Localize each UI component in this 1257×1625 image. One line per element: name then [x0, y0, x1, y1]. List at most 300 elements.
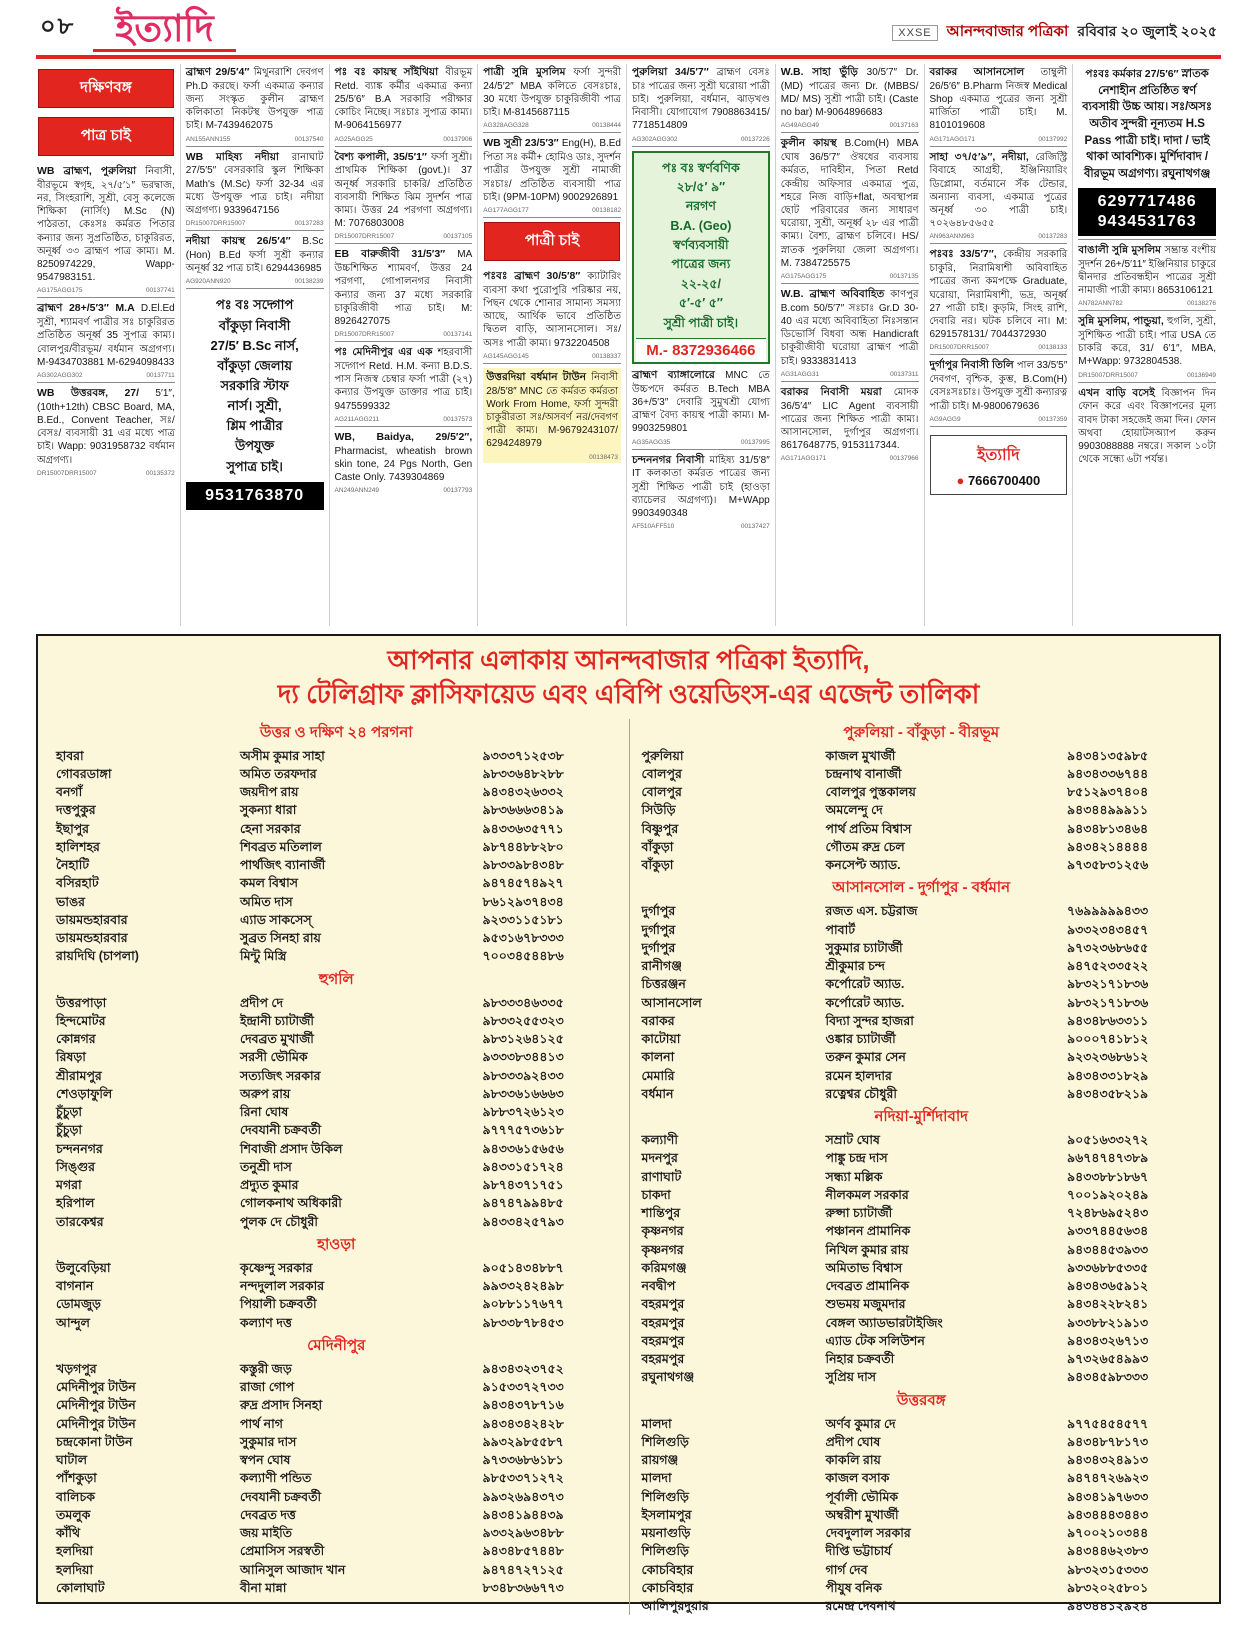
agent-phone: ৮৫১২৯৩৭৪০৪	[1067, 785, 1149, 800]
agent-location: করিমগঞ্জ	[641, 1260, 687, 1275]
ad-line: সরকারি স্টাফ	[220, 378, 289, 394]
groom-wanted-label: পাত্র চাই	[38, 117, 174, 156]
agent-location: চুঁচুড়া	[56, 1123, 83, 1138]
agent-phone: ৯৮৭৪৩৭১৭৫১	[482, 1178, 564, 1193]
agent-name: অমিত তরফদার	[240, 766, 317, 781]
agent-name: পূর্বালী ভৌমিক	[825, 1489, 899, 1504]
agent-location: বাগনান	[56, 1279, 94, 1294]
agent-row	[52, 911, 621, 929]
classified-ad	[335, 66, 473, 147]
ad-text: বরাকর নিবাসী ময়রা মোদক 36/5′4″ LIC Agent ব্যবসায়ী পাত্রের জন্য শিক্ষিত পাত্রী কাম্য। আসানসোল, দুর্গাপুর অগ্রগণ্য। 8617648775, 9153117344.	[780, 385, 919, 452]
agent-name: এ্যাড সাকসেস্	[240, 912, 312, 927]
banner-line2: দ্য টেলিগ্রাফ ক্লাসিফায়েড এবং এবিপি ওয়েডিংস-এর এজেন্ট তালিকা	[277, 678, 980, 709]
page-number: ০৮	[40, 13, 76, 40]
agent-row	[52, 820, 621, 838]
agent-phone: ৯৪৩৪৩২৬৭১৩	[1067, 1333, 1149, 1348]
agent-row	[52, 1213, 621, 1231]
agent-name: দীপ্তি ভট্টাচার্য	[825, 1544, 892, 1559]
highlight-ad-green	[632, 151, 770, 364]
agent-row	[638, 1415, 1206, 1433]
ad-text: নদীয়া কায়স্থ 26/5′4″ B.Sc (Hon) B.Ed ফর্সা সুশ্রী কন্যার অনূর্ধ্ব 32 পাত্র চাই। 6294436985	[185, 235, 324, 275]
agent-name: মিন্টু মিস্ত্রি	[240, 949, 287, 964]
agent-name: নীলকমল সরকার	[825, 1187, 909, 1202]
ad-ref: AG49AGG49 00137163	[780, 122, 919, 130]
classified-ad	[1078, 244, 1216, 311]
agent-phone: ৯২৩৩১১৫১৮১	[482, 912, 564, 927]
agent-location: পাঁশকুড়া	[56, 1471, 97, 1486]
agent-row	[52, 1579, 621, 1597]
agent-phone: ৯৪৩৩৬১৫৬৫৬	[482, 1141, 564, 1156]
agent-name: অম্বরীশ মুখার্জী	[825, 1507, 899, 1522]
agent-phone: ৯৮৩৩৮৭৮৪৫৩	[482, 1315, 564, 1330]
agent-phone: ৯৯৩৩২৪২৪৯৮	[482, 1279, 564, 1294]
agent-name: পঞ্চানন প্রামানিক	[825, 1224, 911, 1239]
agent-location: উত্তরপাড়া	[56, 995, 107, 1010]
agent-row	[52, 1451, 621, 1469]
agent-row	[638, 801, 1206, 819]
agent-phone: ৯০৫১৪৩৪৮৮৭	[482, 1260, 564, 1275]
classified-ad	[335, 151, 473, 245]
ad-ref: AG31AGG31 00137311	[780, 370, 919, 378]
ad-text: বৈশ্য কপালী, 35/5′1″ ফর্সা সুশ্রী। প্রাথমিক শিক্ষিকা (govt.)। 37 অনূর্ধ্ব সরকারি চাকরি/ প্রতিষ্ঠিত ব্যবসায়ী শিক্ষিত ঝিম সুদর্শন পাত্র কাম্য। উত্তর 24 পরগণা অগ্রগণ্য। M: 7076803008	[334, 150, 473, 230]
agent-location: সিউড়ি	[641, 803, 676, 818]
agent-row	[638, 1295, 1206, 1313]
agent-phone: ৯৪৩৪৩৫৮২১৯	[1067, 1086, 1149, 1101]
ad-text: ব্রাহ্মণ ব্যাঙ্গালোরে MNC তে উচ্চপদে কর্মরত B.Tech MBA 36+/5′3″ দেবারি সুমুখশ্রী যোগ্য ব্রাহ্মণ বৈদ্য কায়স্থ পাত্রী কাম্য। M-9903259801	[632, 368, 770, 435]
agent-row	[52, 874, 621, 892]
agent-row	[638, 1030, 1206, 1048]
agent-location: উলুবেড়িয়া	[56, 1260, 111, 1275]
agent-location: চিত্তরঞ্জন	[641, 977, 686, 992]
agent-location: হাবরা	[56, 748, 84, 763]
ad-ref: AG328AGG328 00138444	[483, 122, 621, 130]
agent-row	[52, 994, 621, 1012]
ad-line: নার্স। সুশ্রী,	[227, 398, 282, 414]
agent-phone: ৯০৮৮১১৭৬৭৭	[482, 1297, 564, 1312]
agent-phone: ৯৮৫৩৩৭১২৭২	[482, 1471, 564, 1486]
agent-name: পাবার্ট	[825, 922, 856, 937]
agent-phone: ৯০৫১৬৩৩২৭২	[1067, 1133, 1149, 1148]
agent-phone: ৯৪৩৩১৫১৭২৪	[482, 1159, 564, 1174]
ad-text: কুলীন কায়স্থ B.Com(H) MBA ঘোষ 36/5′7″ ঔষধের ব্যবসায় কর্মরত, দাবিহীন, পিতা Retd কেন্দ্রীয় অফিসার একমাত্র পুত্র, শহরে নিজ বাড়ি+flat, অবস্থাপন্ন ছোট পরিবারের জন্য সাধারণ ঘরোয়া, সুশ্রী, অনূর্ধ্ব ২৮ এর পাত্রী কাম্য। বৈশ্য, ব্রাহ্মণ চলিবে। HS/স্নাতক পুরুলিয়া জেলা অগ্রগণ্য। M. 7384725575	[780, 137, 919, 269]
agent-name: কল্যাণী পন্ডিত	[240, 1471, 312, 1486]
agent-name: অরুপ রায়	[240, 1086, 291, 1101]
agent-location: মেমারি	[641, 1068, 675, 1083]
agent-row	[52, 1542, 621, 1560]
agent-name: কল্যাণ দত্ত	[240, 1315, 292, 1330]
agent-location: তমলুক	[56, 1507, 91, 1522]
classified-ad	[781, 137, 919, 284]
agent-name: শিবাজী প্রসাদ উকিল	[240, 1141, 343, 1156]
agent-name: বিদ্যা সুন্দর হাজরা	[825, 1013, 914, 1028]
agent-phone: ৭৬৯৯৯৯৯৪৩৩	[1067, 904, 1149, 919]
agent-name: আনিসুল আজাদ খান	[240, 1562, 346, 1577]
agent-location: বাঁকুড়া	[641, 858, 674, 873]
classified-ad	[37, 387, 175, 480]
agent-phone: ৯৮৩১২৬৪১২৫	[482, 1032, 564, 1047]
agent-name: গৌতম রুদ্র চেল	[825, 839, 905, 854]
agent-name: পার্থ প্রতিম বিশ্বাস	[825, 821, 912, 836]
agent-location: শ্রীরামপুর	[56, 1068, 102, 1083]
ad-ref: AG35AGG35 00137995	[632, 438, 770, 446]
agent-location: মগরা	[56, 1178, 82, 1193]
agent-row	[638, 1012, 1206, 1030]
ad-ref: AG25AGG25 00137906	[334, 135, 473, 143]
ad-text: উত্তরদিয়া বর্ধমান টাউন নিবাসী 28/5′8″ MNC তে কর্মরত কর্মরতা Work From Home, ফর্সা সুন্দরী চাকুরীরতা সঃ/অসবর্ণ নর/দেবগণ পাত্রী কাম্য। M-9679243107/ 6294248979	[486, 370, 618, 450]
ad-text: চন্দননগর নিবাসী মাহিষ্য 31/5′8″ IT কলকাতা কর্মরত পাত্রের জন্য সুশ্রী শিক্ষিত পাত্রী চাই (হাওড়া ব্যাচেলর অগ্রগণ্য)। M+WApp 9903490348	[632, 453, 770, 520]
agent-phone: ৯৮৩৩২৫৫৩২৩	[482, 1013, 564, 1028]
agents-right	[629, 719, 1214, 1616]
agent-row	[52, 1121, 621, 1139]
classified-ad	[186, 235, 324, 289]
classified-ad	[930, 151, 1068, 245]
agent-name: কস্তুরী জড়	[240, 1361, 292, 1376]
agent-name: সুপ্রিয় দাস	[825, 1370, 876, 1385]
ad-ref: 00138473	[589, 453, 618, 461]
agent-location: রায়দিঘি (চাপলা)	[56, 949, 139, 964]
agent-phone: ৯৪৩৪৩৭৮৭১৬	[482, 1398, 564, 1413]
agent-phone: ৭০০১৯২০২৪৯	[1067, 1187, 1149, 1202]
agent-location: বসিরহাট	[56, 876, 99, 891]
agent-phone: ৯৪৩৩৪২৫৭৯৩	[482, 1214, 564, 1229]
agent-row	[638, 747, 1206, 765]
agent-phone: ৯৭৭৭৫৭৩৬১৮	[482, 1123, 564, 1138]
ad-line: উপযুক্ত	[235, 438, 275, 454]
ad-text: সাহা ৩৭/৫′৯″, নদীয়া, রেজিস্ট্রি বিবাহে আগ্রহী, ইঞ্জিনিয়ারিং ডিপ্লোমা, বর্তমানে সঁক টেন্ডার, অন্যান্য ব্যবসা, একমাত্র পুত্রের অনূর্ধ্ব ৩০ পাত্রী চাই। ৭০২৬৪৮৫৬৫৫	[929, 150, 1068, 230]
agent-name: কমল বিশ্বাস	[240, 876, 299, 891]
agent-row	[52, 1067, 621, 1085]
agent-row	[52, 783, 621, 801]
classified-ad	[930, 248, 1068, 355]
agent-phone: ৯৪৭৪৭৯৯৪৮৫	[482, 1196, 564, 1211]
classified-ad	[1078, 315, 1216, 382]
ad-ref: DR15007DRR15007 00137141	[334, 331, 473, 339]
bride-wanted-label: পাত্রী চাই	[484, 222, 620, 261]
agent-row	[52, 1158, 621, 1176]
agent-row	[638, 1067, 1206, 1085]
agent-name: হেনা সরকার	[240, 821, 301, 836]
agent-phone: ৯৮৩২৩১৫৩৩৩	[1067, 1562, 1149, 1577]
agent-name: সরসী ভৌমিক	[240, 1050, 308, 1065]
ad-line: বাঁকুড়া নিবাসী	[218, 317, 291, 333]
ad-line: 27/5′ B.Sc নার্স,	[210, 337, 299, 353]
agent-name: কর্পোরেট অ্যাড.	[825, 977, 905, 992]
agent-name: গোলকনাথ অধিকারী	[240, 1196, 342, 1211]
agent-row	[638, 1222, 1206, 1240]
ad-column	[1072, 64, 1221, 626]
agent-row	[638, 783, 1206, 801]
agent-row	[638, 1241, 1206, 1259]
agent-section-header: নদিয়া-মুর্শিদাবাদ	[874, 1108, 969, 1126]
agent-name: ওঙ্কার চ্যাটার্জী	[825, 1032, 896, 1047]
phone-number: 9531763870	[186, 482, 324, 510]
agent-location: নবদ্বীপ	[641, 1279, 676, 1294]
agent-phone: ৯৩৩৬৮৮৫৩৩৫	[1067, 1260, 1149, 1275]
agent-location: বোলপুর	[641, 766, 682, 781]
ad-text: পঃ মেদিনীপুর এর এক শহরবাসী সদ্গোপ Retd. H.M. কন্যা B.D.S. পাস নিজস্ব চেম্বার ফর্সা পাত্রী (২৭) কন্যার উপযুক্ত ডাক্তার পাত্র চাই। 9475599332	[334, 346, 473, 412]
edition-code: XXSE	[892, 25, 937, 41]
agent-row	[638, 1085, 1206, 1103]
ad-ref: AN782ANN782 00138276	[1078, 300, 1216, 308]
agent-row	[638, 1149, 1206, 1167]
agent-location: কালনা	[641, 1050, 675, 1065]
agent-row	[638, 957, 1206, 975]
ad-text: EB বারুজীবী 31/5′3″ MA উচ্চশিক্ষিত শ্যামবর্ণ, উত্তর 24 পরগণা, গোপালনগর নিবাসী কন্যার জন্য 37 মধ্যে সরকারি চাকুরিজীবী পাত্র চাই। M: 8926427075	[334, 248, 473, 328]
agent-section-header: হাওড়া	[317, 1235, 356, 1253]
agent-location: সিঙ্গুর	[56, 1159, 95, 1174]
agent-phone: ৯৩৩৩৭১২৫৩৮	[482, 748, 564, 763]
agent-row	[638, 1561, 1206, 1579]
agent-location: চন্দননগর	[56, 1141, 103, 1156]
agents-columns	[44, 719, 1213, 1616]
agent-name: দেবব্রত দত্ত	[240, 1507, 296, 1522]
agent-row	[52, 1314, 621, 1332]
agent-location: বরাকর	[641, 1013, 675, 1028]
classified-ad	[930, 66, 1068, 147]
classified-ad	[632, 454, 770, 534]
ad-ref: AG211AGG211 00137573	[334, 415, 473, 423]
classified-ad	[37, 165, 175, 298]
agent-phone: ৯৪৩৪৫৯৮৩৩৩	[1067, 1370, 1149, 1385]
agent-location: চন্দ্রকোনা টাউন	[56, 1434, 133, 1449]
agent-name: জয় মাইতি	[240, 1526, 293, 1541]
agent-location: কৃষ্ণনগর	[641, 1224, 684, 1239]
ad-ref: DR15007DRR15007 00137283	[185, 220, 324, 228]
ad-text: বাঙালী সুন্নি মুসলিম সম্ভ্রান্ত বংশীয় সুদর্শন 26+/5′11″ ইঞ্জিনিয়ার চাকুরে দ্বীনদার প্রতিবন্ধহীন পাত্রের সুশ্রী নামাজী পাত্রী কাম্য। 8653106121	[1078, 243, 1216, 296]
agent-location: ডোমজুড়	[56, 1297, 101, 1312]
agent-row	[638, 1332, 1206, 1350]
banner-line1: আপনার এলাকায় আনন্দবাজার পত্রিকা ইত্যাদি,	[387, 645, 870, 675]
agent-location: বহরমপুর	[641, 1333, 685, 1348]
agent-location: চাকদা	[641, 1187, 671, 1202]
agent-name: পাঙ্কু চন্দ্র দাস	[825, 1151, 888, 1166]
agent-name: রিনা ঘোষ	[240, 1105, 289, 1120]
contact-box	[930, 435, 1068, 495]
agent-phone: ৭২৪৮৬৯৫২৪৩	[1067, 1206, 1149, 1221]
agent-row	[52, 1012, 621, 1030]
agent-phone: ৯৮৭৪৪৮৮২৮০	[482, 839, 564, 854]
agent-location: হিন্দমোটর	[56, 1013, 106, 1028]
classified-ad	[483, 66, 621, 133]
classified-ad	[1078, 387, 1216, 470]
agent-name: পীযুষ বনিক	[825, 1580, 882, 1595]
ad-ref: AG175AGG175 00137135	[780, 272, 919, 280]
agent-row	[638, 1433, 1206, 1451]
ad-line: বাঁকুড়া জেলায়	[217, 357, 293, 373]
agent-phone: ৯৩৩২৩৪৩৪৫৭	[1067, 922, 1149, 937]
agent-phone: ৯৪৩৪৮৫৭৪৪৮	[482, 1544, 564, 1559]
agent-location: শেওড়াফুলি	[56, 1086, 113, 1101]
agent-row	[52, 1433, 621, 1451]
ad-ref: DR15007DRR15007 00137105	[334, 233, 473, 241]
classifieds-columns	[36, 64, 1221, 626]
agent-row	[638, 1350, 1206, 1368]
agent-phone: ৯৪৩৪৪৯৯৯১১	[1067, 803, 1149, 818]
ad-line: ৫′-৫′ ৫″	[678, 296, 723, 311]
agent-phone: ৭০০৩৪৫৪৪৮৬	[482, 949, 564, 964]
agent-row	[638, 1542, 1206, 1560]
agents-left	[44, 719, 629, 1616]
agent-phone: ৯৭৩৫৮৩১২৫৬	[1067, 858, 1149, 873]
ad-ref: AF510AFF510 00137427	[632, 523, 770, 531]
agent-name: চন্দ্রনাথ বানার্জী	[825, 766, 902, 781]
agent-phone: ৯৮৩৩৬৪৮২৮৮	[482, 766, 564, 781]
agent-row	[52, 947, 621, 965]
agent-location: ডায়মন্ডহারবার	[56, 912, 128, 927]
ad-text: W.B. সাহা ভুঁড়ি 30/5′7″ Dr. (MD) পাত্রের জন্য Dr. (MBBS/ MD/ MS) সুশ্রী পাত্রী চাই। (Caste no bar) M-9064896683	[780, 66, 919, 119]
agent-name: প্রেমাসিস সরস্বতী	[240, 1544, 325, 1559]
agent-location: বর্ধমান	[641, 1086, 674, 1101]
agent-name: কাকলি রায়	[825, 1453, 881, 1468]
agent-row	[638, 856, 1206, 874]
agent-name: সুকুমার দাস	[240, 1434, 297, 1449]
agent-phone: ৯৪৭৪৭২৭১২৫	[482, 1562, 564, 1577]
agent-phone: ৯৪৩৪৪৫৩৯৩৩	[1067, 1242, 1149, 1257]
agent-row	[638, 1488, 1206, 1506]
agent-phone: ৯৭৩৩৬৮৬১৮১	[482, 1453, 564, 1468]
agent-row	[638, 902, 1206, 920]
agent-name: কাজল মুখার্জী	[825, 748, 896, 763]
agent-name: জয়দীপ রায়	[240, 785, 299, 800]
agent-name: সুকুমার চ্যাটার্জী	[825, 940, 903, 955]
agent-name: প্রদীপ দে	[240, 995, 284, 1010]
agent-row	[52, 1277, 621, 1295]
classified-ad	[335, 431, 473, 497]
agent-location: হালিশহর	[56, 839, 100, 854]
agent-row	[52, 747, 621, 765]
agent-location: বিষ্ণুপুর	[641, 821, 679, 836]
classified-ad	[186, 293, 324, 512]
phone-number: ● 7666700400	[956, 472, 1041, 488]
ad-text: পঃবঃ ব্রাহ্মণ 30/5′8″ ক্যাটারিং ব্যবসা কথা পুরোপুরি পরিষ্কার নয়, পিছন থেকে শোনার সামান্য সমস্যা আছে, আর্থিক ভাবে প্রতিষ্ঠিত দ্বিতল বাড়ি, আসানসোল। সঃ/অসঃ পাত্রী কাম্য। 9732204508	[483, 270, 621, 349]
agent-name: সুব্রত সিনহা রায়	[240, 931, 321, 946]
ad-text: পুরুলিয়া 34/5′7″ ব্রাহ্মণ বেসঃ চাঃ পাত্রের জন্য সুশ্রী ঘরোয়া পাত্রী চাই। পুরুলিয়া, বর্ধমান, ঝাড়খণ্ড নিবাসী। যোগাযোগ 7908863415/ 7718514809	[632, 66, 770, 132]
agent-row	[52, 765, 621, 783]
agent-row	[52, 1259, 621, 1277]
agent-row	[638, 1186, 1206, 1204]
agent-name: অসীম কুমার সাহা	[240, 748, 325, 763]
agent-phone: ৯৪৭৪৭২৬৯২৩	[1067, 1471, 1149, 1486]
agent-name: কনসেপ্ট অ্যাড.	[825, 858, 901, 873]
agent-row	[52, 1396, 621, 1414]
agent-name: দেবব্রত প্রামানিক	[825, 1279, 910, 1294]
ad-ref: AG175AGG175 00137741	[37, 287, 175, 295]
agent-location: ইসলামপুর	[641, 1507, 692, 1522]
ad-line: ২৮/৫′ ৯″	[676, 179, 726, 194]
agent-phone: ৯৮৩২১৭১৮৩৬	[1067, 995, 1149, 1010]
ad-line: শ্লিম পাত্রীর	[226, 418, 283, 434]
agent-phone: ৯৮৩২০২৫৮০১	[1067, 1580, 1149, 1595]
agent-location: বনগাঁ	[56, 785, 83, 800]
agent-row	[638, 921, 1206, 939]
paper-name: আনন্দবাজার পত্রিকা	[946, 23, 1069, 40]
agent-location: কোন্নগর	[56, 1032, 96, 1047]
classified-ad	[781, 288, 919, 382]
agent-row	[52, 1415, 621, 1433]
ad-ref: AG171AGG171 00137966	[780, 455, 919, 463]
ad-ref: DR15007DRR15007 00136949	[1078, 371, 1216, 379]
agent-location: নৈহাটি	[56, 858, 90, 873]
agent-phone: ৯৪৩৪৪৪৩৪৪৩	[1067, 1507, 1149, 1522]
agent-location: তারকেশ্বর	[56, 1214, 104, 1229]
agent-location: মেদিনীপুর টাউন	[56, 1416, 136, 1431]
agent-phone: ৯৫৩১৬৭৮৩৩৩	[482, 931, 564, 946]
page-title: ইত্যাদি	[93, 10, 236, 52]
ad-text: WB সুশ্রী 23/5′3″ Eng(H), B.Ed পিতা সঃ কর্মী+ হোমিও ডাঃ, সুদর্শন পাত্রীর উপযুক্ত সুশ্রী নামাজী সঃচাঃ/ প্রতিষ্ঠিত ব্যবসায়ী পাত্র চাই। (9PM-10PM) 9002926891	[483, 137, 621, 203]
agent-location: পুরুলিয়া	[641, 748, 684, 763]
agent-row	[638, 765, 1206, 783]
agent-name: রুপ্সা চ্যাটার্জী	[825, 1206, 893, 1221]
masthead	[36, 8, 1221, 59]
agent-location: আসানসোল	[641, 995, 702, 1010]
agent-phone: ৯৩৩৩৮৩৪৪১৩	[482, 1050, 564, 1065]
ad-text: W.B. ব্রাহ্মণ অবিবাহিত কাণপুর B.com 50/5′7″ সঃচাঃ Gr.D 30-40 এর মধ্যে অবিবাহিতা নিঃসন্তান ডিভোর্সি বিধবা অন্ধ Handicraft চাকুরীজীবী ঘরোয়া ব্রাহ্মণ পাত্রী চাই। 9333831413	[780, 287, 919, 367]
agent-location: বহরমপুর	[641, 1352, 685, 1367]
region-label: দক্ষিণবঙ্গ	[38, 69, 174, 108]
agent-location: মালদা	[641, 1471, 672, 1486]
agent-name: দেবদুলাল সরকার	[825, 1526, 911, 1541]
agent-row	[638, 1204, 1206, 1222]
agent-location: ঘাটাল	[56, 1453, 88, 1468]
agent-row	[52, 856, 621, 874]
ad-text: পঃবঃ কর্মকার 27/5′6″ স্নাতক নেশাহীন প্রতিষ্ঠিত স্বর্ণ ব্যবসায়ী উচ্চ আয়। সঃ/অসঃ অতীব সুন্দরী নূন্যতম H.S Pass পাত্রী চাই। দাদা / ভাই থাকা আবশ্যিক। মুর্শিদাবাদ / বীরভূম অগ্রগণ্য। রঘুনাথগঞ্জ	[1082, 68, 1213, 181]
agent-location: মালদা	[641, 1416, 672, 1431]
agent-location: শিলিগুড়ি	[641, 1544, 689, 1559]
agent-location: কোচবিহার	[641, 1562, 694, 1577]
agent-name: রুদ্র প্রসাদ সিনহা	[240, 1398, 323, 1413]
agent-phone: ৯১৫৩৩৭২৭৩৩	[482, 1380, 564, 1395]
classified-ad	[186, 66, 324, 147]
classified-ad	[1078, 66, 1216, 240]
agent-phone: ৯৩৩৮৮২১৯১৩	[1067, 1315, 1149, 1330]
agent-name: সন্ধ্যা মল্লিক	[825, 1169, 883, 1184]
agent-phone: ৯৮৮৩৭২৬১২৩	[482, 1105, 564, 1120]
ad-ref: AG145AGG145 00138337	[483, 352, 621, 360]
agent-phone: ৯৪৩৪৮৬৩৩১১	[1067, 1013, 1149, 1028]
agent-phone: ৯৪৩৪৩৬৫৯১২	[1067, 1279, 1149, 1294]
agent-name: বোলপুর পুস্তকালয়	[825, 785, 916, 800]
ad-ref: AN963ANN963 00137283	[929, 233, 1068, 241]
agent-location: শিলিগুড়ি	[641, 1434, 689, 1449]
agent-row	[638, 1277, 1206, 1295]
ad-text: WB ব্রাহ্মণ, পুরুলিয়া নিবাসী, বীরভূমে স্বগৃহ, ২৭/৫′১″ ভরদ্বাজ, নর, সিংহরাশি, সুশ্রী, বেসু কলেজে শিক্ষিকা (নার্সিং) M.Sc (N) পাঠরতা, কেঃসঃ কর্মরত পিতার কন্যার জন্য সুপ্রতিষ্ঠিত, চাকুরিরত, অনূর্ধ্ব ৩৩ ব্রাহ্মণ পাত্র কাম্য। M. 8250974229, Wapp- 9547983151.	[37, 165, 175, 284]
agent-location: দুর্গাপুর	[641, 922, 676, 937]
agent-name: গার্গ দেব	[825, 1562, 868, 1577]
agent-row	[52, 1194, 621, 1212]
agent-section-header: উত্তর ও দক্ষিণ ২৪ পরগনা	[259, 723, 413, 741]
agent-location: কোচবিহার	[641, 1580, 694, 1595]
agent-location: দুর্গাপুর	[641, 940, 676, 955]
agent-row	[638, 975, 1206, 993]
ad-line: সুশ্রী পাত্রী চাই।	[663, 315, 739, 330]
agent-row	[52, 929, 621, 947]
agent-row	[52, 1048, 621, 1066]
agent-phone: ৯৪৩৪৩২৬৩৩২	[482, 785, 564, 800]
classified-ad	[632, 369, 770, 450]
phone-number: M.- 8372936466	[636, 338, 766, 362]
agent-phone: ৯৩৩৭৪৪৫৬৩৪	[1067, 1224, 1149, 1239]
agent-name: নিখিল কুমার রায়	[825, 1242, 909, 1257]
agent-section-header: পুরুলিয়া - বাঁকুড়া - বীরভূম	[843, 723, 1000, 741]
agent-name: রমেন্দ্র দেবনাথ	[825, 1599, 896, 1614]
ad-line: নরগণ	[685, 199, 716, 214]
agent-location: কাঁথি	[56, 1526, 81, 1541]
ad-text: ব্রাহ্মণ 28+/5′3″ M.A D.El.Ed সুশ্রী, শ্যামবর্ণ পাত্রীর সঃ চাকুরিরত প্রতিষ্ঠিত অনূর্ধ্ব 35 সুপাত্র কাম্য। বোলপুর/বীরভূম/ বর্ধমান অগ্রগণ্য। M-9434703881 M-6294098433	[37, 302, 175, 368]
agent-name: এ্যাড টেক সলিউশন	[825, 1333, 925, 1348]
classified-ad	[781, 66, 919, 133]
agent-row	[52, 1488, 621, 1506]
agent-location: আন্দুল	[56, 1315, 90, 1330]
